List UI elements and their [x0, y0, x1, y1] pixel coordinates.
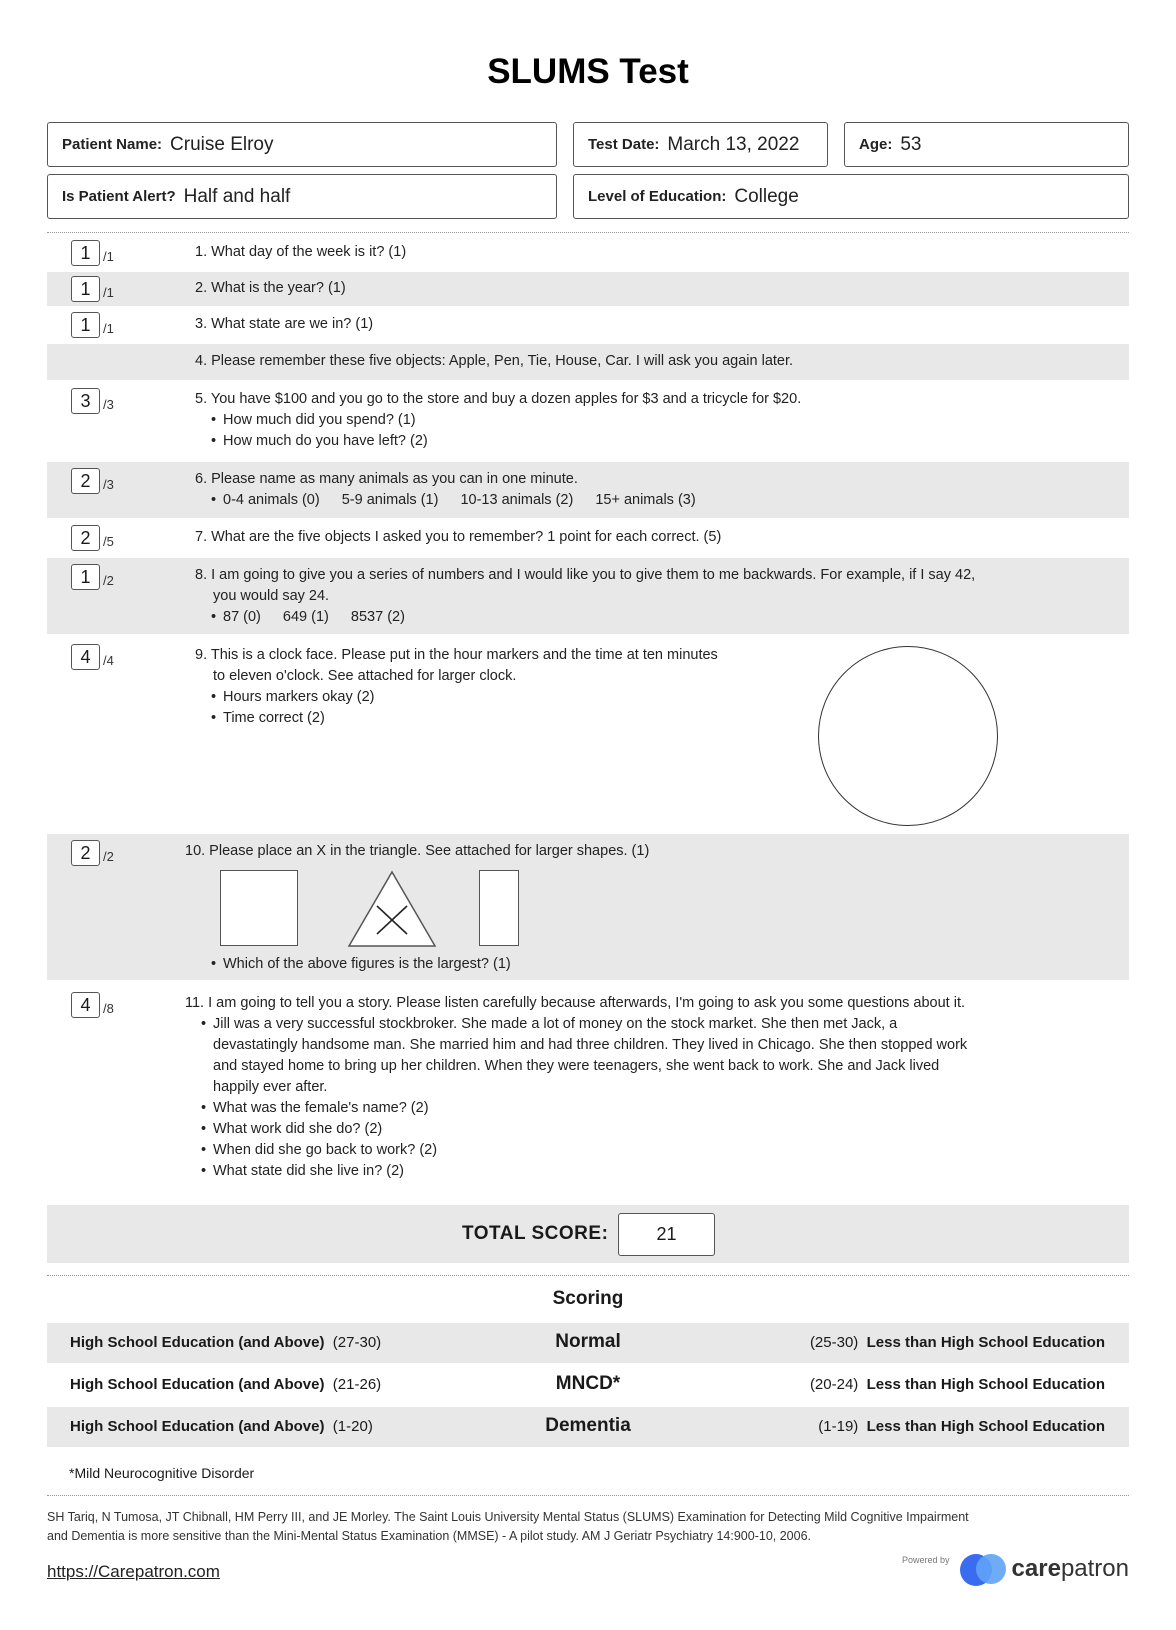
- test-date-value: March 13, 2022: [667, 133, 800, 155]
- scoring-right: [810, 1334, 1105, 1351]
- score-input-q6[interactable]: 2: [71, 468, 100, 494]
- question-text-q3: [195, 314, 373, 335]
- age-value: 53: [900, 133, 922, 155]
- bullet-item: • How much do you have left? (2): [195, 431, 801, 452]
- question-prompt: 8. I am going to give you a series of numbers and I would like you to give them to me backwards. For example, if I say 42,: [195, 567, 976, 583]
- question-text-q6: [195, 469, 714, 511]
- age-field[interactable]: [844, 122, 1129, 167]
- scoring-right-label: Less than High School Education: [866, 1334, 1105, 1351]
- score-q2: [71, 276, 114, 302]
- patient-alert-field[interactable]: [47, 174, 557, 219]
- square-shape: [220, 870, 298, 946]
- question-prompt: 1. What day of the week is it? (1): [195, 244, 407, 260]
- powered-by-label: Powered by: [902, 1555, 950, 1565]
- story-text: happily ever after.: [213, 1079, 328, 1095]
- education-value: College: [734, 185, 799, 207]
- scoring-row-normal: [47, 1323, 1129, 1363]
- scoring-row-mncd: [47, 1365, 1129, 1405]
- score-max-q7: /5: [103, 534, 114, 549]
- question-text-q11: [185, 993, 967, 1182]
- bullet-item: • Time correct (2): [195, 708, 718, 729]
- question-prompt: 4. Please remember these five objects: Apple, Pen, Tie, House, Car. I will ask you again later.: [195, 353, 794, 369]
- score-max-q2: /1: [103, 285, 114, 300]
- question-prompt: 7. What are the five objects I asked you to remember? 1 point for each correct. (5): [195, 529, 722, 545]
- test-date-field[interactable]: [573, 122, 828, 167]
- score-max-q9: /4: [103, 653, 114, 668]
- score-input-q11[interactable]: 4: [71, 992, 100, 1018]
- scoring-right-range: (20-24): [809, 1376, 859, 1393]
- test-date-label: Test Date:: [588, 136, 660, 153]
- question-text-q9: [195, 645, 718, 729]
- bullet-item: • When did she go back to work? (2): [185, 1140, 967, 1161]
- question-text-q2: [195, 278, 346, 299]
- question-prompt: 3. What state are we in? (1): [195, 316, 374, 332]
- footnote: *Mild Neurocognitive Disorder: [69, 1465, 255, 1481]
- question-6: [47, 462, 1129, 518]
- score-max-q3: /1: [103, 321, 114, 336]
- scoring-left-label: High School Education (and Above): [70, 1376, 325, 1393]
- question-prompt: 9. This is a clock face. Please put in the hour markers and the time at ten minutes: [195, 647, 718, 663]
- scoring-left-range: (21-26): [332, 1376, 382, 1393]
- bullet-item: • What state did she live in? (2): [185, 1161, 967, 1182]
- question-7: [47, 520, 1129, 556]
- question-1: [47, 236, 1129, 270]
- question-prompt: 5. You have $100 and you go to the store and buy a dozen apples for $3 and a tricycle for $20.: [195, 391, 802, 407]
- score-max-q10: /2: [103, 849, 114, 864]
- score-input-q8[interactable]: 1: [71, 564, 100, 590]
- score-input-q2[interactable]: 1: [71, 276, 100, 302]
- citation: [47, 1508, 1129, 1546]
- patient-alert-value: Half and half: [183, 185, 291, 207]
- scoring-category: Dementia: [545, 1415, 631, 1436]
- score-q11: [71, 992, 114, 1018]
- scoring-left-label: High School Education (and Above): [70, 1334, 325, 1351]
- page-title: SLUMS Test: [487, 52, 689, 91]
- rectangle-shape: [479, 870, 519, 946]
- scoring-left-range: (1-20): [332, 1418, 373, 1435]
- score-q5: [71, 388, 114, 414]
- story-text: devastatingly handsome man. She married him and had three children. They lived in Chicago. She then stopped work: [213, 1037, 968, 1053]
- carepatron-brand: [902, 1552, 1129, 1586]
- score-max-q8: /2: [103, 573, 114, 588]
- scoring-title: Scoring: [552, 1288, 624, 1309]
- scoring-left-range: (27-30): [332, 1334, 382, 1351]
- question-text-q7: [195, 527, 721, 548]
- carepatron-link[interactable]: https://Carepatron.com: [47, 1562, 220, 1581]
- question-prompt-continued: to eleven o'clock. See attached for larger clock.: [213, 668, 517, 684]
- clock-face-drawing-area[interactable]: [818, 646, 998, 826]
- scoring-right-range: (25-30): [809, 1334, 859, 1351]
- question-text-q10: [185, 841, 649, 862]
- brand-name: [1012, 1555, 1129, 1583]
- brand-name-bold: care: [1011, 1555, 1061, 1582]
- question-prompt: 10. Please place an X in the triangle. See attached for larger shapes. (1): [185, 843, 650, 859]
- score-input-q5[interactable]: 3: [71, 388, 100, 414]
- question-text-q8: [195, 565, 975, 628]
- score-max-q6: /3: [103, 477, 114, 492]
- education-label: Level of Education:: [588, 188, 727, 205]
- patient-alert-label: Is Patient Alert?: [62, 188, 176, 205]
- citation-line: SH Tariq, N Tumosa, JT Chibnall, HM Perry III, and JE Morley. The Saint Louis University Mental Status (SLUMS) Examination for Detecting Mild Cognitive Impairment: [47, 1510, 969, 1524]
- patient-name-field[interactable]: [47, 122, 557, 167]
- option-item: 0-4 animals (0): [223, 492, 320, 508]
- question-prompt: 11. I am going to tell you a story. Please listen carefully because afterwards, I'm going to ask you some questions about it.: [185, 995, 966, 1011]
- total-score-label: TOTAL SCORE:: [462, 1223, 609, 1244]
- question-text-q10-followup: [195, 954, 511, 975]
- scoring-category: MNCD*: [555, 1373, 621, 1394]
- scoring-right-label: Less than High School Education: [866, 1418, 1105, 1435]
- score-q8: [71, 564, 114, 590]
- score-q6: [71, 468, 114, 494]
- scoring-row-dementia: [47, 1407, 1129, 1447]
- patient-name-value: Cruise Elroy: [170, 133, 274, 155]
- score-max-q11: /8: [103, 1001, 114, 1016]
- patient-name-label: Patient Name:: [62, 136, 163, 153]
- scoring-right-label: Less than High School Education: [866, 1376, 1105, 1393]
- question-prompt-continued: you would say 24.: [213, 588, 330, 604]
- option-item: 15+ animals (3): [595, 492, 696, 508]
- option-item: 87 (0): [223, 609, 261, 625]
- question-text-q4: [195, 351, 793, 372]
- option-item: 8537 (2): [350, 609, 405, 625]
- scoring-left-label: High School Education (and Above): [70, 1418, 325, 1435]
- scoring-right: [810, 1376, 1105, 1393]
- story-text: and stayed home to bring up her children. When they were teenagers, she went back to work. She and Jack lived: [213, 1058, 940, 1074]
- brand-name-rest: patron: [1060, 1555, 1129, 1582]
- bullet-item: • How much did you spend? (1): [195, 410, 801, 431]
- age-label: Age:: [859, 136, 893, 153]
- option-item: 10-13 animals (2): [460, 492, 574, 508]
- scoring-right-range: (1-19): [818, 1418, 859, 1435]
- bullet-item: • What was the female's name? (2): [185, 1098, 967, 1119]
- score-input-q10[interactable]: 2: [71, 840, 100, 866]
- score-input-q7[interactable]: 2: [71, 525, 100, 551]
- question-prompt: 2. What is the year? (1): [195, 280, 346, 296]
- question-8: [47, 558, 1129, 634]
- carepatron-logo-icon: [960, 1552, 1008, 1586]
- score-q10: [71, 840, 114, 866]
- score-max-q1: /1: [103, 249, 114, 264]
- answer-options: [195, 490, 714, 511]
- education-field[interactable]: [573, 174, 1129, 219]
- question-text-q1: [195, 242, 406, 263]
- question-5: [47, 382, 1129, 458]
- divider: [47, 232, 1129, 233]
- question-2: [47, 272, 1129, 306]
- option-item: 5-9 animals (1): [341, 492, 439, 508]
- question-prompt: 6. Please name as many animals as you can in one minute.: [195, 471, 578, 487]
- score-input-q1[interactable]: 1: [71, 240, 100, 266]
- bullet-item: • Hours markers okay (2): [195, 687, 718, 708]
- scoring-right: [818, 1418, 1105, 1435]
- score-q3: [71, 312, 114, 338]
- answer-options: [195, 607, 975, 628]
- question-10: [47, 834, 1129, 980]
- option-item: 649 (1): [282, 609, 329, 625]
- triangle-shape[interactable]: [347, 870, 437, 948]
- bullet-item: • What work did she do? (2): [185, 1119, 967, 1140]
- question-4: [47, 344, 1129, 380]
- scoring-category: Normal: [555, 1331, 621, 1352]
- citation-line: and Dementia is more sensitive than the Mini-Mental Status Examination (MMSE) - A pilot study. AM J Geriatr Psychiatry 14:900-10, 2006.: [47, 1529, 811, 1543]
- story-text: • Jill was a very successful stockbroker. She made a lot of money on the stock market. She then met Jack, a: [185, 1014, 967, 1035]
- bullet-item: • Which of the above figures is the largest? (1): [195, 954, 511, 975]
- question-9: [47, 638, 1129, 830]
- score-q1: [71, 240, 114, 266]
- score-input-q9[interactable]: 4: [71, 644, 100, 670]
- question-11: [47, 986, 1129, 1200]
- divider: [47, 1495, 1129, 1496]
- score-q7: [71, 525, 114, 551]
- score-q9: [71, 644, 114, 670]
- question-3: [47, 308, 1129, 342]
- divider: [47, 1275, 1129, 1276]
- score-max-q5: /3: [103, 397, 114, 412]
- total-score-section: [47, 1205, 1129, 1263]
- score-input-q3[interactable]: 1: [71, 312, 100, 338]
- total-score-input[interactable]: 21: [618, 1213, 715, 1256]
- question-text-q5: [195, 389, 801, 452]
